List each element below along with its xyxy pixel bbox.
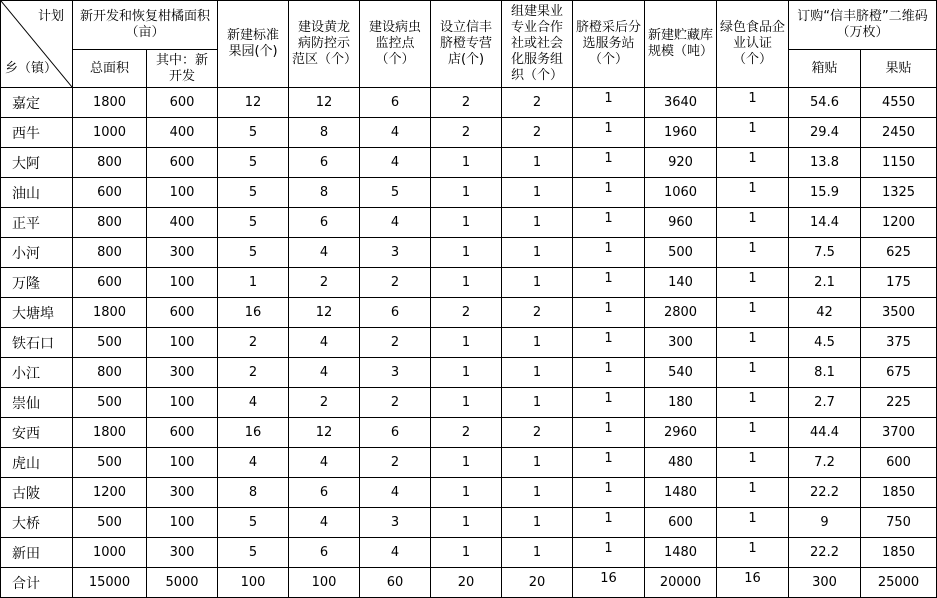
table-cell: 1: [502, 148, 573, 178]
area-new-header: 其中：新开发: [147, 50, 218, 88]
table-cell: 1: [573, 268, 645, 298]
table-cell: 1: [502, 388, 573, 418]
table-cell: 1: [717, 88, 789, 118]
table-row: [1, 238, 937, 268]
green-cert-header: 绿色食品企业认证（个）: [717, 1, 789, 88]
table-cell: 4: [360, 118, 431, 148]
town-name-cell: 大桥: [1, 508, 73, 538]
table-cell: 500: [645, 238, 717, 268]
table-cell: 100: [147, 178, 218, 208]
table-row: [1, 208, 937, 238]
table-cell: 1: [717, 148, 789, 178]
table-cell: 625: [861, 238, 937, 268]
table-cell: 175: [861, 268, 937, 298]
town-name-cell: 西牛: [1, 118, 73, 148]
table-cell: 2: [218, 358, 289, 388]
storage-header: 新建贮藏库规模（吨）: [645, 1, 717, 88]
table-cell: 600: [147, 148, 218, 178]
table-cell: 2: [502, 298, 573, 328]
table-cell: 5: [218, 148, 289, 178]
table-cell: 2: [289, 388, 360, 418]
table-cell: 12: [289, 298, 360, 328]
table-cell: 2: [502, 418, 573, 448]
table-cell: 29.4: [789, 118, 861, 148]
table-row: [1, 538, 937, 568]
table-cell: 3: [360, 508, 431, 538]
table-cell: 800: [73, 358, 147, 388]
town-name-cell: 大阿: [1, 148, 73, 178]
qr-box-header: 箱贴: [789, 50, 861, 88]
table-cell: 16: [218, 298, 289, 328]
table-cell: 5: [218, 238, 289, 268]
area-total-header: 总面积: [73, 50, 147, 88]
table-cell: 5: [218, 208, 289, 238]
table-cell: 6: [289, 478, 360, 508]
table-cell: 800: [73, 208, 147, 238]
corner-header-cell: [1, 1, 73, 88]
corner-town-label: 乡（镇）: [5, 61, 58, 76]
table-cell: 500: [73, 448, 147, 478]
table-cell: 20000: [645, 568, 717, 598]
table-cell: 4: [289, 508, 360, 538]
table-cell: 1200: [73, 478, 147, 508]
table-cell: 1000: [73, 118, 147, 148]
table-cell: 1060: [645, 178, 717, 208]
table-cell: 2: [502, 88, 573, 118]
table-cell: 1: [431, 388, 502, 418]
table-cell: 4.5: [789, 328, 861, 358]
town-name-cell: 虎山: [1, 448, 73, 478]
table-cell: 5: [218, 178, 289, 208]
table-row: [1, 178, 937, 208]
table-cell: 300: [147, 238, 218, 268]
table-cell: 6: [289, 148, 360, 178]
table-cell: 44.4: [789, 418, 861, 448]
table-cell: 4: [289, 328, 360, 358]
table-cell: 1150: [861, 148, 937, 178]
table-cell: 22.2: [789, 478, 861, 508]
table-cell: 2450: [861, 118, 937, 148]
table-cell: 1000: [73, 538, 147, 568]
table-cell: 6: [360, 88, 431, 118]
table-cell: 800: [73, 238, 147, 268]
town-name-cell: 万隆: [1, 268, 73, 298]
table-cell: 2960: [645, 418, 717, 448]
table-row: [1, 268, 937, 298]
table-cell: 4: [289, 238, 360, 268]
table-cell: 600: [645, 508, 717, 538]
table-cell: 1: [573, 178, 645, 208]
table-cell: 400: [147, 208, 218, 238]
table-cell: 5000: [147, 568, 218, 598]
table-cell: 1: [717, 388, 789, 418]
table-cell: 4: [360, 538, 431, 568]
table-cell: 1: [573, 298, 645, 328]
town-name-cell: 安西: [1, 418, 73, 448]
table-cell: 25000: [861, 568, 937, 598]
table-row: [1, 88, 937, 118]
table-cell: 2: [360, 388, 431, 418]
table-cell: 960: [645, 208, 717, 238]
table-cell: 1: [573, 148, 645, 178]
table-cell: 300: [645, 328, 717, 358]
table-cell: 1: [717, 238, 789, 268]
table-cell: 8: [218, 478, 289, 508]
table-cell: 6: [289, 538, 360, 568]
table-cell: 375: [861, 328, 937, 358]
table-row: [1, 148, 937, 178]
qr-fruit-header: 果贴: [861, 50, 937, 88]
table-cell: 100: [147, 268, 218, 298]
table-cell: 9: [789, 508, 861, 538]
corner-plan-label: 计划: [37, 9, 64, 24]
table-row: [1, 118, 937, 148]
town-name-cell: 合计: [1, 568, 73, 598]
table-cell: 300: [147, 478, 218, 508]
table-cell: 140: [645, 268, 717, 298]
table-cell: 500: [73, 508, 147, 538]
town-name-cell: 铁石口: [1, 328, 73, 358]
table-cell: 4550: [861, 88, 937, 118]
table-cell: 1: [573, 118, 645, 148]
table-cell: 600: [861, 448, 937, 478]
table-cell: 3640: [645, 88, 717, 118]
table-cell: 1: [717, 358, 789, 388]
table-cell: 1: [717, 508, 789, 538]
table-cell: 42: [789, 298, 861, 328]
table-cell: 2: [360, 448, 431, 478]
table-cell: 3500: [861, 298, 937, 328]
table-cell: 4: [218, 388, 289, 418]
table-cell: 2: [431, 118, 502, 148]
table-cell: 5: [218, 508, 289, 538]
town-name-cell: 古陂: [1, 478, 73, 508]
table-cell: 60: [360, 568, 431, 598]
table-cell: 1: [717, 538, 789, 568]
table-cell: 675: [861, 358, 937, 388]
table-cell: 1: [218, 268, 289, 298]
table-cell: 600: [147, 298, 218, 328]
table-row: [1, 478, 937, 508]
table-cell: 1: [717, 268, 789, 298]
table-cell: 1: [717, 208, 789, 238]
table-cell: 3: [360, 358, 431, 388]
table-cell: 3700: [861, 418, 937, 448]
table-cell: 1: [573, 448, 645, 478]
table-cell: 1: [502, 358, 573, 388]
table-cell: 1480: [645, 478, 717, 508]
table-cell: 1: [431, 508, 502, 538]
table-cell: 7.2: [789, 448, 861, 478]
table-cell: 1: [573, 88, 645, 118]
table-cell: 3: [360, 238, 431, 268]
table-cell: 1: [502, 328, 573, 358]
table-cell: 1: [502, 478, 573, 508]
table-cell: 5: [360, 178, 431, 208]
table-cell: 2: [360, 328, 431, 358]
table-cell: 1: [431, 358, 502, 388]
table-cell: 2: [431, 418, 502, 448]
table-cell: 100: [147, 448, 218, 478]
table-cell: 20: [502, 568, 573, 598]
town-name-cell: 正平: [1, 208, 73, 238]
town-name-cell: 崇仙: [1, 388, 73, 418]
table-cell: 1: [431, 178, 502, 208]
table-cell: 16: [573, 568, 645, 598]
table-cell: 480: [645, 448, 717, 478]
table-cell: 300: [147, 538, 218, 568]
table-cell: 1850: [861, 478, 937, 508]
table-cell: 2800: [645, 298, 717, 328]
table-cell: 1: [573, 478, 645, 508]
table-cell: 300: [147, 358, 218, 388]
table-cell: 600: [147, 418, 218, 448]
table-row: [1, 448, 937, 478]
table-cell: 1: [502, 208, 573, 238]
table-cell: 4: [218, 448, 289, 478]
table-cell: 5: [218, 538, 289, 568]
table-cell: 500: [73, 388, 147, 418]
town-name-cell: 大塘埠: [1, 298, 73, 328]
table-cell: 15000: [73, 568, 147, 598]
table-cell: 1: [431, 478, 502, 508]
table-cell: 600: [147, 88, 218, 118]
area-group-header: 新开发和恢复柑橘面积（亩）: [73, 1, 218, 50]
stores-header: 设立信丰脐橙专营店(个): [431, 1, 502, 88]
table-cell: 1: [502, 238, 573, 268]
table-cell: 1: [717, 328, 789, 358]
table-row: [1, 388, 937, 418]
table-row: [1, 328, 937, 358]
table-cell: 600: [73, 178, 147, 208]
table-row: [1, 418, 937, 448]
town-name-cell: 小江: [1, 358, 73, 388]
table-cell: 400: [147, 118, 218, 148]
table-cell: 2: [431, 88, 502, 118]
table-cell: 1: [431, 208, 502, 238]
table-cell: 1: [431, 328, 502, 358]
table-cell: 6: [289, 208, 360, 238]
table-cell: 600: [73, 268, 147, 298]
table-cell: 1: [431, 148, 502, 178]
table-cell: 1: [573, 208, 645, 238]
table-cell: 2: [360, 268, 431, 298]
table-cell: 1: [431, 238, 502, 268]
table-cell: 16: [218, 418, 289, 448]
table-cell: 1800: [73, 298, 147, 328]
table-cell: 1: [502, 508, 573, 538]
table-cell: 14.4: [789, 208, 861, 238]
table-cell: 100: [147, 508, 218, 538]
table-cell: 13.8: [789, 148, 861, 178]
table-cell: 16: [717, 568, 789, 598]
table-cell: 22.2: [789, 538, 861, 568]
table-cell: 300: [789, 568, 861, 598]
table-row: [1, 298, 937, 328]
table-cell: 12: [289, 88, 360, 118]
table-cell: 1800: [73, 88, 147, 118]
town-name-cell: 新田: [1, 538, 73, 568]
table-cell: 1: [717, 448, 789, 478]
town-name-cell: 嘉定: [1, 88, 73, 118]
table-row: [1, 508, 937, 538]
town-name-cell: 油山: [1, 178, 73, 208]
table-cell: 100: [147, 388, 218, 418]
table-cell: 15.9: [789, 178, 861, 208]
table-cell: 1: [573, 538, 645, 568]
table-cell: 100: [147, 328, 218, 358]
table-cell: 1: [431, 538, 502, 568]
std-orchard-header: 新建标准果园(个): [218, 1, 289, 88]
table-cell: 4: [360, 478, 431, 508]
table-cell: 1200: [861, 208, 937, 238]
table-cell: 4: [360, 208, 431, 238]
table-cell: 2: [289, 268, 360, 298]
table-cell: 54.6: [789, 88, 861, 118]
table-cell: 12: [218, 88, 289, 118]
table-header: [1, 1, 937, 88]
table-cell: 2: [218, 328, 289, 358]
table-cell: 5: [218, 118, 289, 148]
table-cell: 8: [289, 118, 360, 148]
table-body: [1, 88, 937, 598]
table-cell: 7.5: [789, 238, 861, 268]
town-name-cell: 小河: [1, 238, 73, 268]
table-cell: 180: [645, 388, 717, 418]
table-cell: 1: [573, 418, 645, 448]
table-cell: 540: [645, 358, 717, 388]
table-cell: 1: [502, 178, 573, 208]
table-cell: 1: [502, 448, 573, 478]
table-row: [1, 358, 937, 388]
table-cell: 1: [573, 388, 645, 418]
table-cell: 1: [717, 298, 789, 328]
sorting-header: 脐橙采后分选服务站（个）: [573, 1, 645, 88]
table-cell: 6: [360, 298, 431, 328]
table-cell: 8: [289, 178, 360, 208]
table-cell: 100: [289, 568, 360, 598]
table-cell: 4: [289, 448, 360, 478]
table-cell: 1: [717, 118, 789, 148]
table-cell: 1: [502, 268, 573, 298]
table-cell: 1480: [645, 538, 717, 568]
qr-group-header: 订购“信丰脐橙”二维码（万枚）: [789, 1, 937, 50]
table-cell: 1: [573, 508, 645, 538]
table-cell: 20: [431, 568, 502, 598]
table-cell: 2.1: [789, 268, 861, 298]
table-cell: 1325: [861, 178, 937, 208]
table-cell: 6: [360, 418, 431, 448]
table-cell: 100: [218, 568, 289, 598]
table-cell: 1: [717, 178, 789, 208]
table-cell: 1: [502, 538, 573, 568]
table-cell: 1850: [861, 538, 937, 568]
coops-header: 组建果业专业合作社或社会化服务组织（个）: [502, 1, 573, 88]
table-cell: 1960: [645, 118, 717, 148]
pest-points-header: 建设病虫监控点（个）: [360, 1, 431, 88]
table-cell: 2.7: [789, 388, 861, 418]
table-cell: 1: [573, 328, 645, 358]
table-cell: 500: [73, 328, 147, 358]
table-cell: 2: [431, 298, 502, 328]
table-cell: 1: [431, 268, 502, 298]
table-cell: 2: [502, 118, 573, 148]
table-cell: 1: [573, 358, 645, 388]
table-cell: 8.1: [789, 358, 861, 388]
table-cell: 1: [717, 478, 789, 508]
table-cell: 920: [645, 148, 717, 178]
table-cell: 12: [289, 418, 360, 448]
table-cell: 1800: [73, 418, 147, 448]
table-cell: 225: [861, 388, 937, 418]
table-cell: 750: [861, 508, 937, 538]
total-row: [1, 568, 937, 598]
table-cell: 1: [717, 418, 789, 448]
table-cell: 1: [573, 238, 645, 268]
table-cell: 800: [73, 148, 147, 178]
dragon-zone-header: 建设黄龙病防控示范区（个）: [289, 1, 360, 88]
table-cell: 4: [360, 148, 431, 178]
table-cell: 1: [431, 448, 502, 478]
table-cell: 4: [289, 358, 360, 388]
